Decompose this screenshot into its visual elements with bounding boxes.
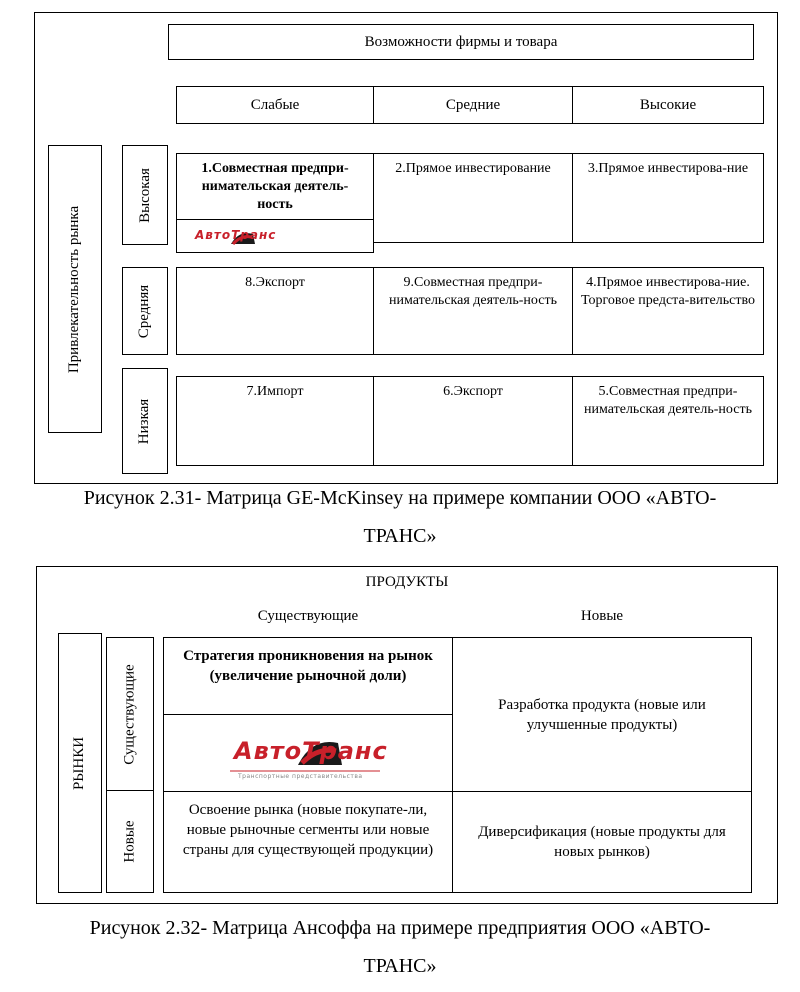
ansoff-cell-market-development: Освоение рынка (новые покупате-ли, новые рыночные сегменты или новые страны для существующей продукции) [163, 791, 453, 893]
ansoff-cell-logo [163, 714, 453, 792]
ge-cell-r3c3: 5.Совместная предпри-нимательская деятель-ность [572, 376, 764, 466]
ge-header-text: Возможности фирмы и товара [364, 33, 558, 50]
figure1-caption-line1: Рисунок 2.31- Матрица GE-McKinsey на примере компании ООО «АВТО- [83, 487, 717, 509]
figure1-caption-line2: ТРАНС» [363, 525, 437, 547]
ansoff-col-new: Новые [580, 608, 624, 624]
ge-col-medium: Средние [373, 86, 573, 124]
ge-cell-r2c2: 9.Совместная предпри-нимательская деятель-ность [373, 267, 573, 355]
ge-cell-r1c2: 2.Прямое инвестирование [373, 153, 573, 243]
ge-cell-r2c3: 4.Прямое инвестирова-ние. Торговое предста-вительство [572, 267, 764, 355]
ansoff-cell-diversification: Диверсификация (новые продукты для новых рынков) [452, 791, 752, 893]
ge-row-medium: Средняя [122, 267, 168, 355]
ansoff-header: ПРОДУКТЫ [365, 574, 449, 590]
ge-cell-r2c1: 8.Экспорт [176, 267, 374, 355]
ge-header [168, 24, 754, 60]
ge-row-low: Низкая [122, 368, 168, 474]
ge-y-axis-label: Привлекательность рынка [48, 145, 102, 433]
autotrans-logo-small-text: АвтоТранс [195, 228, 277, 242]
ansoff-cell-penetration: Стратегия проникновения на рынок (увеличение рыночной доли) [163, 637, 453, 715]
ansoff-cell-product-development: Разработка продукта (новые или улучшенные продукты) [452, 637, 752, 792]
ansoff-row-existing: Существующие [106, 637, 154, 791]
ge-col-weak: Слабые [176, 86, 374, 124]
ge-cell-r1c1-logo [176, 219, 374, 253]
figure2-caption-line1: Рисунок 2.32- Матрица Ансоффа на примере предприятия ООО «АВТО- [89, 917, 711, 939]
ansoff-row-new: Новые [106, 790, 154, 893]
ansoff-y-axis-label: РЫНКИ [58, 633, 102, 893]
autotrans-logo-large-text: АвтоТранс [234, 737, 388, 765]
ge-cell-r3c2: 6.Экспорт [373, 376, 573, 466]
ge-cell-r3c1: 7.Импорт [176, 376, 374, 466]
ge-col-high: Высокие [572, 86, 764, 124]
ansoff-col-existing: Существующие [257, 608, 359, 624]
ge-cell-r1c3: 3.Прямое инвестирова-ние [572, 153, 764, 243]
ge-row-high: Высокая [122, 145, 168, 245]
figure2-caption-line2: ТРАНС» [363, 955, 437, 977]
ge-cell-r1c1: 1.Совместная предпри-нимательская деятель-ность [176, 153, 374, 220]
autotrans-logo-subtitle: Транспортные представительства [238, 773, 363, 780]
